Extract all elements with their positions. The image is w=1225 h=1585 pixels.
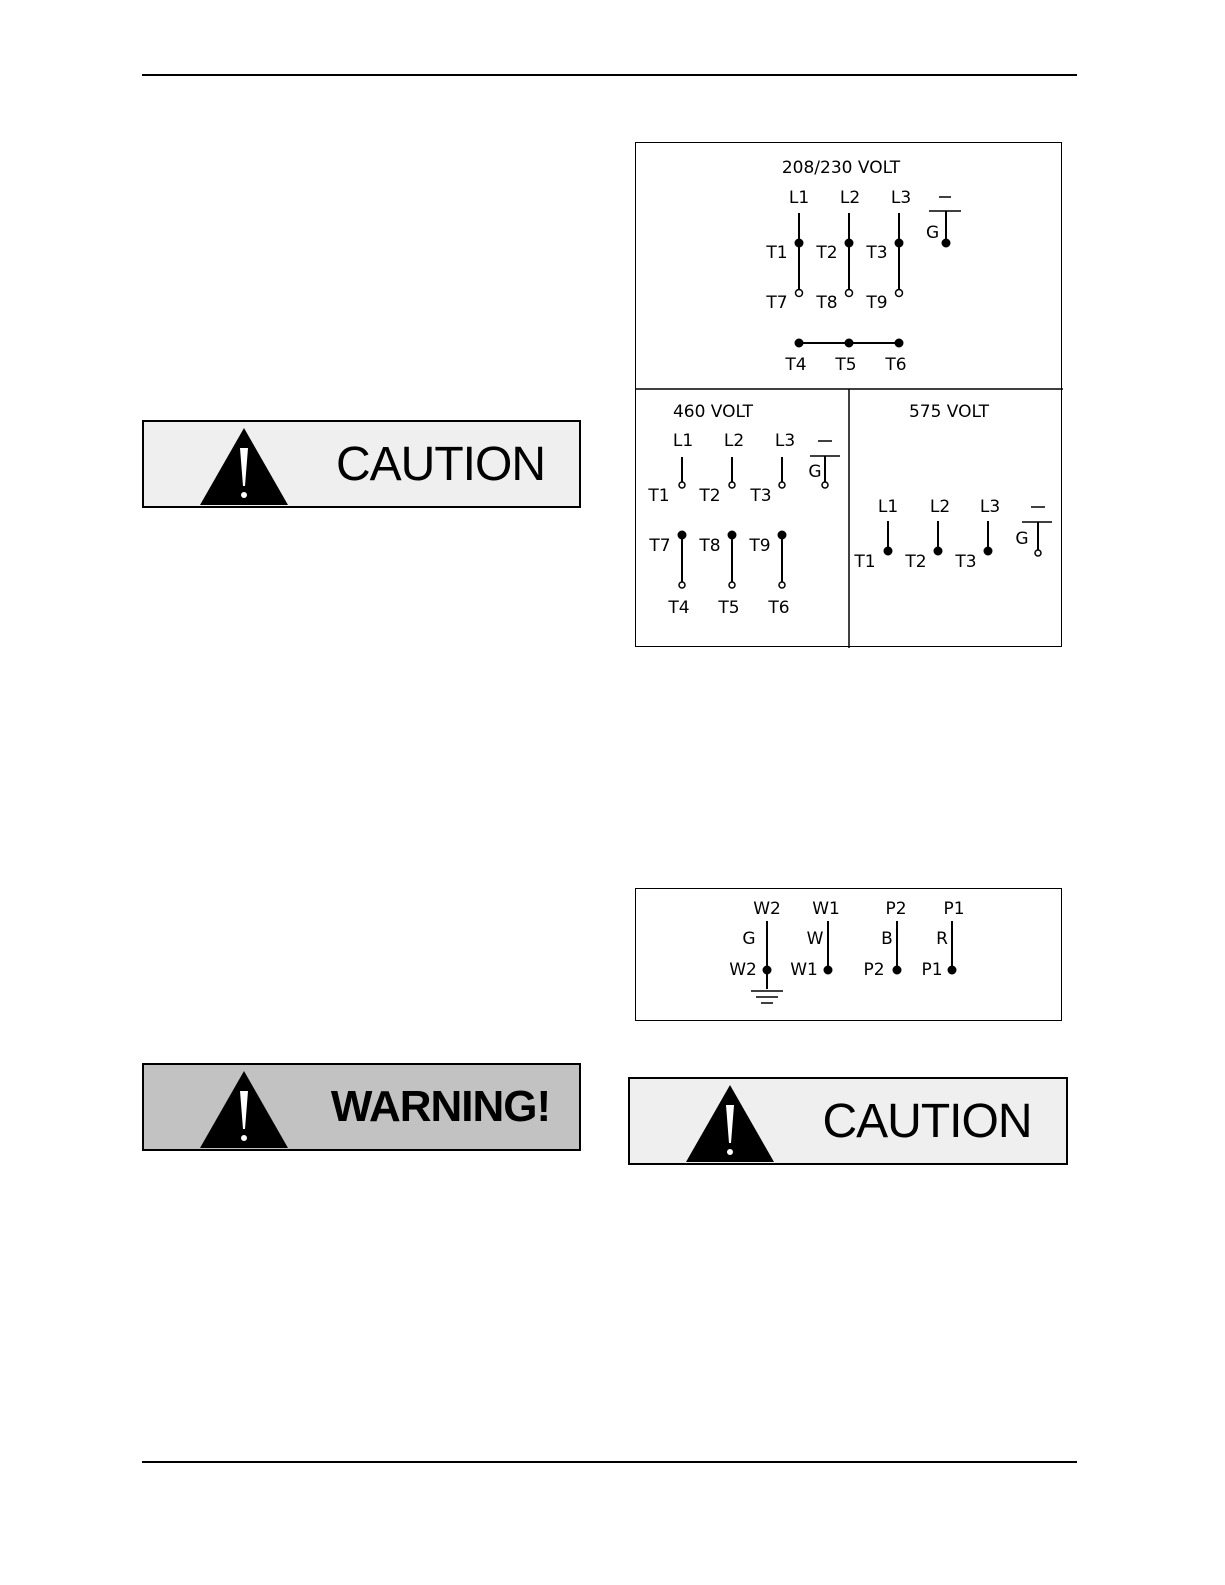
label-w2-top: W2	[753, 899, 781, 919]
label-t3: T3	[750, 486, 772, 506]
panel-title-208-230: 208/230 VOLT	[781, 158, 901, 178]
label-t9: T9	[866, 293, 888, 313]
caution-label: CAUTION	[822, 1094, 1032, 1148]
label-l3: L3	[890, 188, 912, 208]
label-l1: L1	[788, 188, 810, 208]
label-r-wire: R	[936, 929, 948, 949]
panel-title-460: 460 VOLT	[672, 402, 754, 422]
warning-triangle-icon	[198, 1069, 290, 1149]
motor-wiring-diagram	[635, 142, 1062, 647]
label-t7: T7	[766, 293, 788, 313]
label-t1: T1	[648, 486, 670, 506]
label-p2-top: P2	[885, 899, 907, 919]
label-p1-top: P1	[943, 899, 965, 919]
label-t5: T5	[718, 598, 740, 618]
label-t1: T1	[854, 552, 876, 572]
label-l1: L1	[672, 431, 694, 451]
label-t3: T3	[866, 243, 888, 263]
warning-triangle-icon	[684, 1083, 776, 1163]
label-g-wire: G	[742, 929, 756, 949]
label-t6: T6	[885, 355, 907, 375]
label-t5: T5	[835, 355, 857, 375]
label-l2: L2	[839, 188, 861, 208]
label-w1-term: W1	[790, 960, 818, 980]
label-t4: T4	[668, 598, 690, 618]
label-b-wire: B	[881, 929, 893, 949]
caution-sign	[142, 420, 581, 508]
footer-rule	[142, 1461, 1077, 1463]
label-ground: G	[926, 223, 940, 243]
label-l2: L2	[929, 497, 951, 517]
warning-sign	[142, 1063, 581, 1151]
label-t2: T2	[905, 552, 927, 572]
label-l3: L3	[979, 497, 1001, 517]
label-l1: L1	[877, 497, 899, 517]
label-t7: T7	[649, 536, 671, 556]
warning-label: WARNING!	[330, 1082, 551, 1131]
label-ground: G	[1015, 529, 1029, 549]
label-w-wire: W	[806, 929, 824, 949]
label-t4: T4	[785, 355, 807, 375]
label-w2-term: W2	[729, 960, 757, 980]
label-t6: T6	[768, 598, 790, 618]
label-p2-term: P2	[863, 960, 885, 980]
panel-title-575: 575 VOLT	[908, 402, 990, 422]
control-wiring-svg	[636, 889, 1063, 1022]
label-l3: L3	[774, 431, 796, 451]
label-t8: T8	[699, 536, 721, 556]
label-t1: T1	[766, 243, 788, 263]
warning-triangle-icon	[198, 426, 290, 506]
control-wiring-diagram	[635, 888, 1062, 1021]
label-t2: T2	[699, 486, 721, 506]
header-rule	[142, 74, 1077, 76]
label-t8: T8	[816, 293, 838, 313]
label-l2: L2	[723, 431, 745, 451]
label-t2: T2	[816, 243, 838, 263]
caution-label: CAUTION	[336, 437, 545, 491]
label-t3: T3	[955, 552, 977, 572]
label-p1-term: P1	[921, 960, 943, 980]
label-t9: T9	[749, 536, 771, 556]
label-w1-top: W1	[812, 899, 840, 919]
label-ground: G	[808, 462, 822, 482]
caution-sign	[628, 1077, 1068, 1165]
motor-wiring-svg	[636, 143, 1063, 648]
